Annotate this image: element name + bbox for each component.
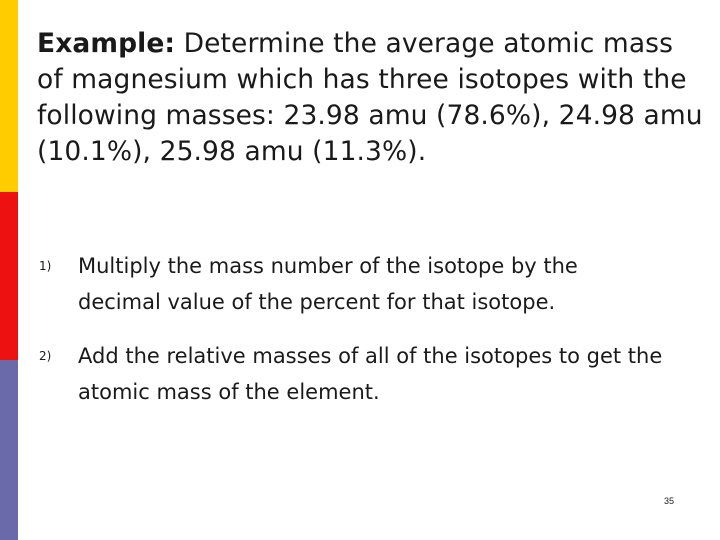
side-bar-blue-segment <box>0 360 18 540</box>
step-text: Add the relative masses of all of the isotopes to get the atomic mass of the element. <box>78 344 663 404</box>
step-item <box>37 248 667 320</box>
example-paragraph <box>37 26 707 170</box>
example-text: Determine the average atomic mass of magnesium which has three isotopes with the following masses: 23.98 amu (78.6%), 24.98 amu (10.1%), 25.98 amu (11.3%). <box>37 28 703 167</box>
step-text: Multiply the mass number of the isotope by the decimal value of the percent for that isotope. <box>78 254 578 314</box>
side-bar-red-segment <box>0 192 18 360</box>
step-number: 1) <box>39 259 52 273</box>
page-number: 35 <box>664 496 675 506</box>
example-label: Example: <box>37 28 176 59</box>
slide-content <box>37 26 707 404</box>
side-color-bar <box>0 0 18 540</box>
step-item <box>37 338 667 410</box>
step-number: 2) <box>39 349 52 363</box>
side-bar-yellow-segment <box>0 0 18 192</box>
